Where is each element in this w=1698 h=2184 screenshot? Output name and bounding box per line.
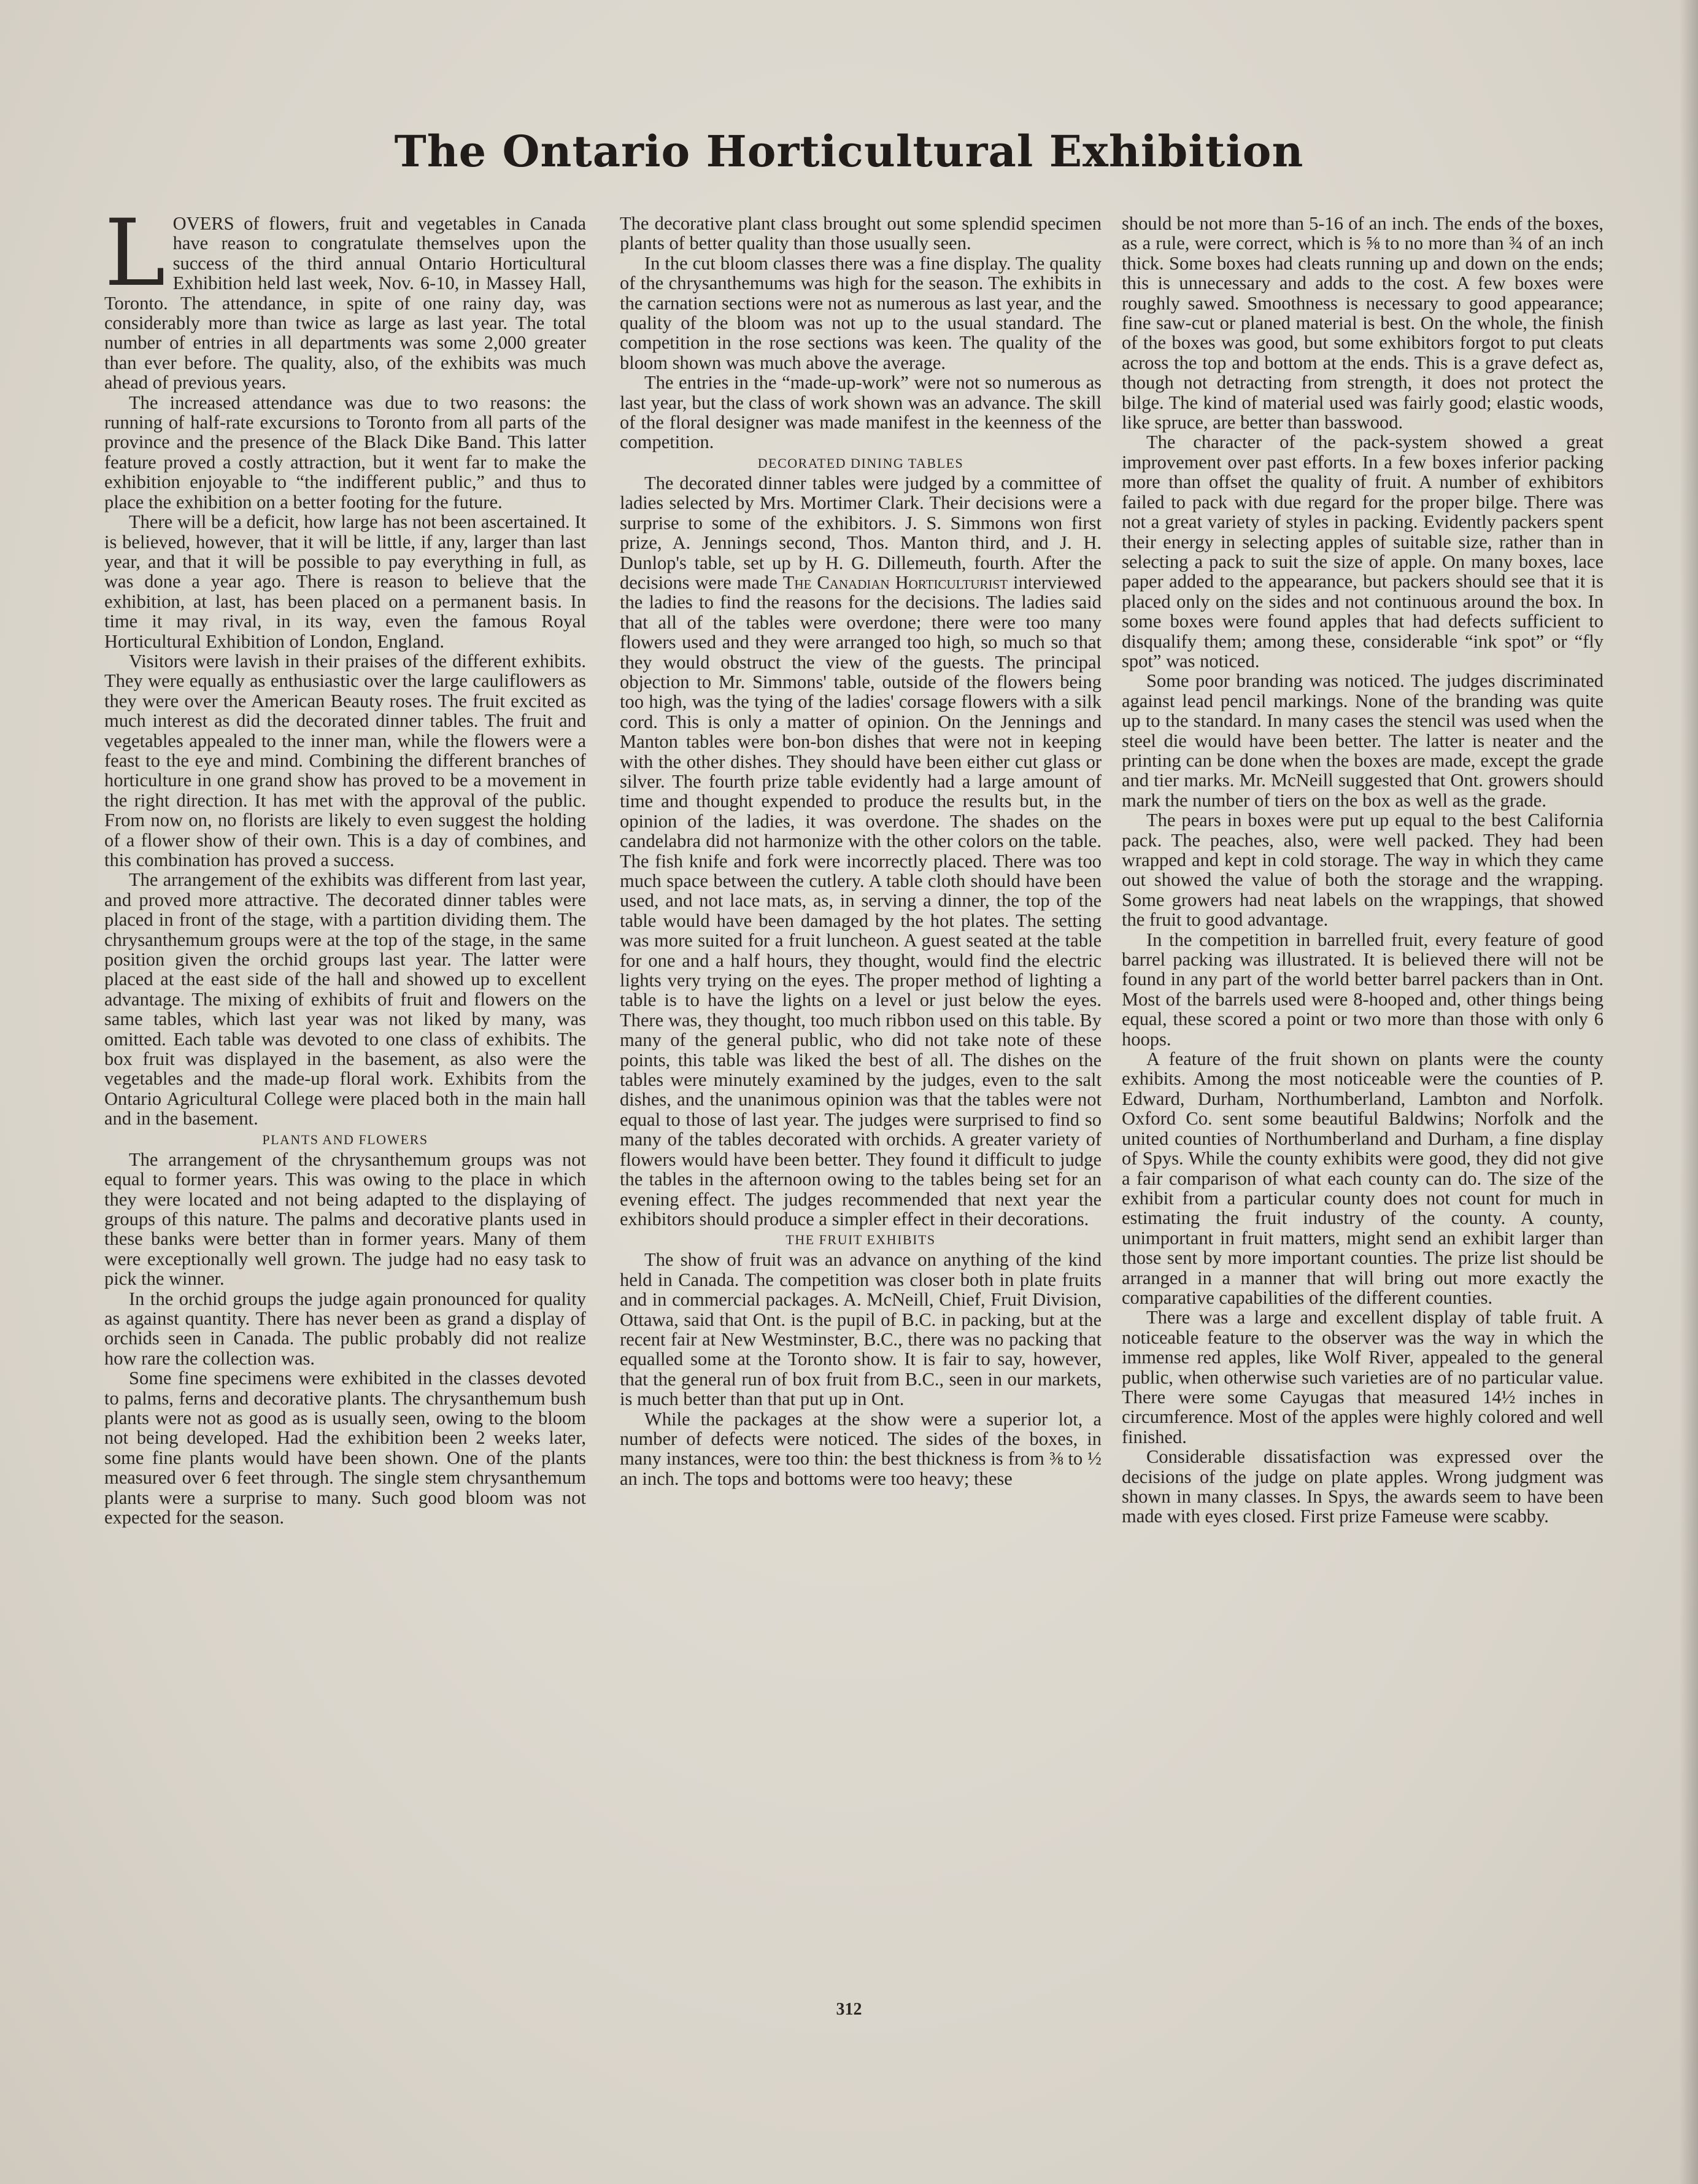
paragraph: While the packages at the show were a superior lot, a number of defects were noticed. The sides of the boxes, in many instances, were too thin: the best thickness is from ⅜ to ½ an inch. The tops and bottoms were too heavy; these [620,1408,1102,1489]
paragraph: The arrangement of the exhibits was different from last year, and proved more attractive. The decorated dinner tables were placed in front of the stage, with a partition dividing them. The chrysanthemum groups were at the top of the stage, in the same position given the orchid groups last year. The latter were placed at the east side of the hall and showed up to excellent advantage. The mixing of exhibits of fruit and flowers on the same tables, which last year was not liked by many, was omitted. Each table was devoted to one class of exhibits. The box fruit was displayed in the basement, as also were the vegetables and the made-up floral work. Exhibits from the Ontario Agricultural College were placed both in the main hall and in the basement. [104,869,586,1129]
paragraph: The pears in boxes were put up equal to the best California pack. The peaches, also, were well packed. They had been wrapped and kept in cold storage. The way in which they came out showed the value of both the storage and the wrapping. Some growers had neat labels on the wrappings, that showed the fruit to good advantage. [1122,810,1603,931]
drop-cap: L [104,214,166,307]
paragraph: Some fine specimens were exhibited in the classes devoted to palms, ferns and decorative plants. The chrysanthemum bush plants were not as good as is usually seen, owing to the bloom not being developed. Had the exhibition been 2 weeks later, some fine plants would have been shown. One of the plants measured over 6 feet through. The single stem chrysanthemum plants were a surprise to many. Such good bloom was not expected for the season. [104,1368,586,1528]
paragraph: The decorative plant class brought out some splendid specimen plants of better quality than those usually seen. [620,214,1102,254]
column-3 [1122,214,1603,2055]
section-heading-decorated-dining-tables: DECORATED DINING TABLES [757,455,964,471]
page-number: 312 [836,2000,862,2019]
paragraph: Considerable dissatisfaction was expressed over the decisions of the judge on plate apples. Wrong judgment was shown in many classes. In Spys, the awards seem to have been made with eyes closed. First prize Fameuse were scabby. [1122,1446,1603,1527]
column-1 [104,214,586,2055]
paragraph: The show of fruit was an advance on anything of the kind held in Canada. The competition was closer both in plate fruits and in commercial packages. A. McNeill, Chief, Fruit Division, Ottawa, said that Ont. is the pupil of B.C. in packing, but at the recent fair at New Westminster, B.C., there was no packing that equalled some at the Toronto show. It is fair to say, however, that the general run of box fruit from B.C., seen in our markets, is much better than that put up in Ont. [620,1249,1102,1410]
paragraph: A feature of the fruit shown on plants were the county exhibits. Among the most noticeable were the counties of P. Edward, Durham, Northumberland, Lambton and Norfolk. Oxford Co. sent some beautiful Baldwins; Norfolk and the united counties of Northumberland and Durham, a fine display of Spys. While the county exhibits were good, they did not give a fair comparison of what each county can do. The size of the exhibit from a particular county does not count for much in estimating the fruit industry of the county. A county, unimportant in fruit matters, might send an exhibit larger than those sent by more important counties. The prize list should be arranged in a manner that will bring out more exactly the comparative capabilities of the different counties. [1122,1048,1603,1308]
paragraph: Some poor branding was noticed. The judges discriminated against lead pencil markings. None of the branding was quite up to the standard. In many cases the stencil was used when the steel die would have been better. The latter is neater and the printing can be done when the boxes are made, except the grade and tier marks. Mr. McNeill suggested that Ont. growers should mark the number of tiers on the box as well as the grade. [1122,670,1603,811]
article-title: The Ontario Horticultural Exhibition [394,126,1304,177]
paragraph-text: interviewed the ladies to find the reasons for the decisions. The ladies said that all of the tables were overdone; there were too many flowers used and they were arranged too high, so much so that they would obstruct the view of the guests. The principal objection to Mr. Simmons' table, outside of the flowers being too high, was the tying of the ladies' corsage flowers with a silk cord. This is only a matter of opinion. On the Jennings and Manton tables were bon-bon dishes that were not in keeping with the other dishes. They should have been either cut glass or silver. The fourth prize table evidently had a large amount of time and thought expended to produce the results but, in the opinion of the ladies, it was overdone. The shades on the candelabra did not harmonize with the other colors on the table. The fish knife and fork were incorrectly placed. There was too much space between the cutlery. A table cloth should have been used, and not lace mats, as, in serving a dinner, the top of the table would have been damaged by the hot plates. The setting was more suited for a fruit luncheon. A guest seated at the table for one and a half hours, they thought, would find the electric lights very trying on the eyes. The proper method of lighting a table is to have the lights on a level or just below the eyes. There was, they thought, too much ribbon used on this table. By many of the general public, who did not take note of these points, this table was liked the best of all. The dishes on the tables were minutely examined by the judges, even to the salt dishes, and the unanimous opinion was that the tables were not equal to those of last year. The judges were surprised to find so many of the tables decorated with orchids. A greater variety of flowers would have been better. They found it difficult to judge the tables in the afternoon owing to the tables being set for an evening effect. The judges recommended that next year the exhibitors should produce a simpler effect in their decorations. [620,571,1102,1229]
paragraph: The character of the pack-system showed a great improvement over past efforts. In a few boxes inferior packing more than offset the quality of fruit. A number of exhibitors failed to pack with due regard for the proper bilge. There was not a great variety of styles in packing. Evidently packers spent their energy in selecting apples of suitable size, rather than in selecting a pack to suit the size of apple. On many boxes, lace paper added to the appearance, but packers should see that it is placed only on the sides and not continuous around the box. In some boxes were found apples that had defects sufficient to disqualify them; among these, considerable “ink spot” or “fly spot” was noticed. [1122,432,1603,672]
column-2 [620,214,1102,2055]
paragraph: There will be a deficit, how large has not been ascertained. It is believed, however, that it will be little, if any, larger than last year, and that it will be possible to pay everything in full, as was done a year ago. There is reason to believe that the exhibition, at last, has been placed on a permanent basis. In time it may rival, in its way, even the famous Royal Horticultural Exhibition of London, England. [104,511,586,652]
paragraph: should be not more than 5-16 of an inch. The ends of the boxes, as a rule, were correct, which is ⅝ to no more than ¾ of an inch thick. Some boxes had cleats running up and down on the ends; this is unnecessary and adds to the cost. A few boxes were roughly sawed. Smoothness is necessary to good appearance; fine saw-cut or planed material is best. On the whole, the finish of the boxes was good, but some exhibitors forgot to put cleats across the top and bottom at the ends. This is a grave defect as, though not detracting from strength, it does not protect the bilge. The kind of material used was fairly good; elastic woods, like spruce, are better than basswood. [1122,214,1603,433]
section-heading-fruit-exhibits: THE FRUIT EXHIBITS [785,1232,936,1248]
paragraph: There was a large and excellent display of table fruit. A noticeable feature to the observer was the way in which the immense red apples, like Wolf River, appealed to the general public, when otherwise such varieties are of no particular value. There were some Cayugas that measured 14½ inches in circumference. Most of the apples were highly colored and well finished. [1122,1307,1603,1447]
paragraph: Visitors were lavish in their praises of the different exhibits. They were equally as enthusiastic over the large cauliflowers as they were over the American Beauty roses. The fruit excited as much interest as did the decorated dinner tables. The fruit and vegetables appealed to the inner man, while the flowers were a feast to the eye and mind. Combining the different branches of horticulture in one grand show has proved to be a movement in the right direction. It has met with the approval of the public. From now on, no florists are likely to even suggest the holding of a flower show of their own. This is a day of combines, and this combination has proved a success. [104,650,586,870]
paragraph [104,214,586,393]
paragraph: In the competition in barrelled fruit, every feature of good barrel packing was illustrated. It is believed there will not be found in any part of the world better barrel packers than in Ont. Most of the barrels used were 8-hooped and, other things being equal, these scored a point or two more than those with only 6 hoops. [1122,929,1603,1050]
paragraph [620,473,1102,1229]
paragraph: The arrangement of the chrysanthemum groups was not equal to former years. This was owing to the place in which they were located and not being adapted to the displaying of groups of this nature. The palms and decorative plants used in these banks were better than in former years. Many of them were exceptionally well grown. The judge had no easy task to pick the winner. [104,1148,586,1290]
paragraph: The increased attendance was due to two reasons: the running of half-rate excursions to Toronto from all parts of the province and the presence of the Black Dike Band. This latter feature proved a costly attraction, but it went far to make the exhibition enjoyable to “the indifferent public,” and thus to place the exhibition on a better footing for the future. [104,392,586,513]
paragraph: The entries in the “made-up-work” were not so numerous as last year, but the class of work shown was an advance. The skill of the floral designer was made manifest in the keenness of the competition. [620,372,1102,453]
publication-name: The Canadian Horticulturist [782,571,1008,593]
paragraph-text: OVERS of flowers, fruit and vegetables in Canada have reason to congratulate themselves upon the success of the third annual Ontario Horticultural Exhibition held last week, Nov. 6-10, in Massey Hall, Toronto. The attendance, in spite of one rainy day, was considerably more than twice as large as last year. The total number of entries in all departments was some 2,000 greater than ever before. The quality, also, of the exhibits was much ahead of previous years. [104,214,586,393]
section-heading-plants-and-flowers: PLANTS AND FLOWERS [262,1131,428,1147]
paragraph: In the orchid groups the judge again pronounced for quality as against quantity. There has never been as grand a display of orchids seen in Canada. The public probably did not realize how rare the collection was. [104,1288,586,1369]
paragraph: In the cut bloom classes there was a fine display. The quality of the chrysanthemums was high for the season. The exhibits in the carnation sections were not as numerous as last year, and the quality of the bloom was not up to the usual standard. The competition in the rose sections was keen. The quality of the bloom shown was much above the average. [620,252,1102,373]
paragraph-text: The decorated dinner tables were judged by a committee of ladies selected by Mrs. Mortimer Clark. Their decisions were a surprise to some of the exhibitors. J. S. Simmons won first prize, A. Jennings second, Thos. Manton third, and J. H. Dunlop's table, set up by H. G. Dillemeuth, fourth. After the decisions were made [620,472,1102,593]
